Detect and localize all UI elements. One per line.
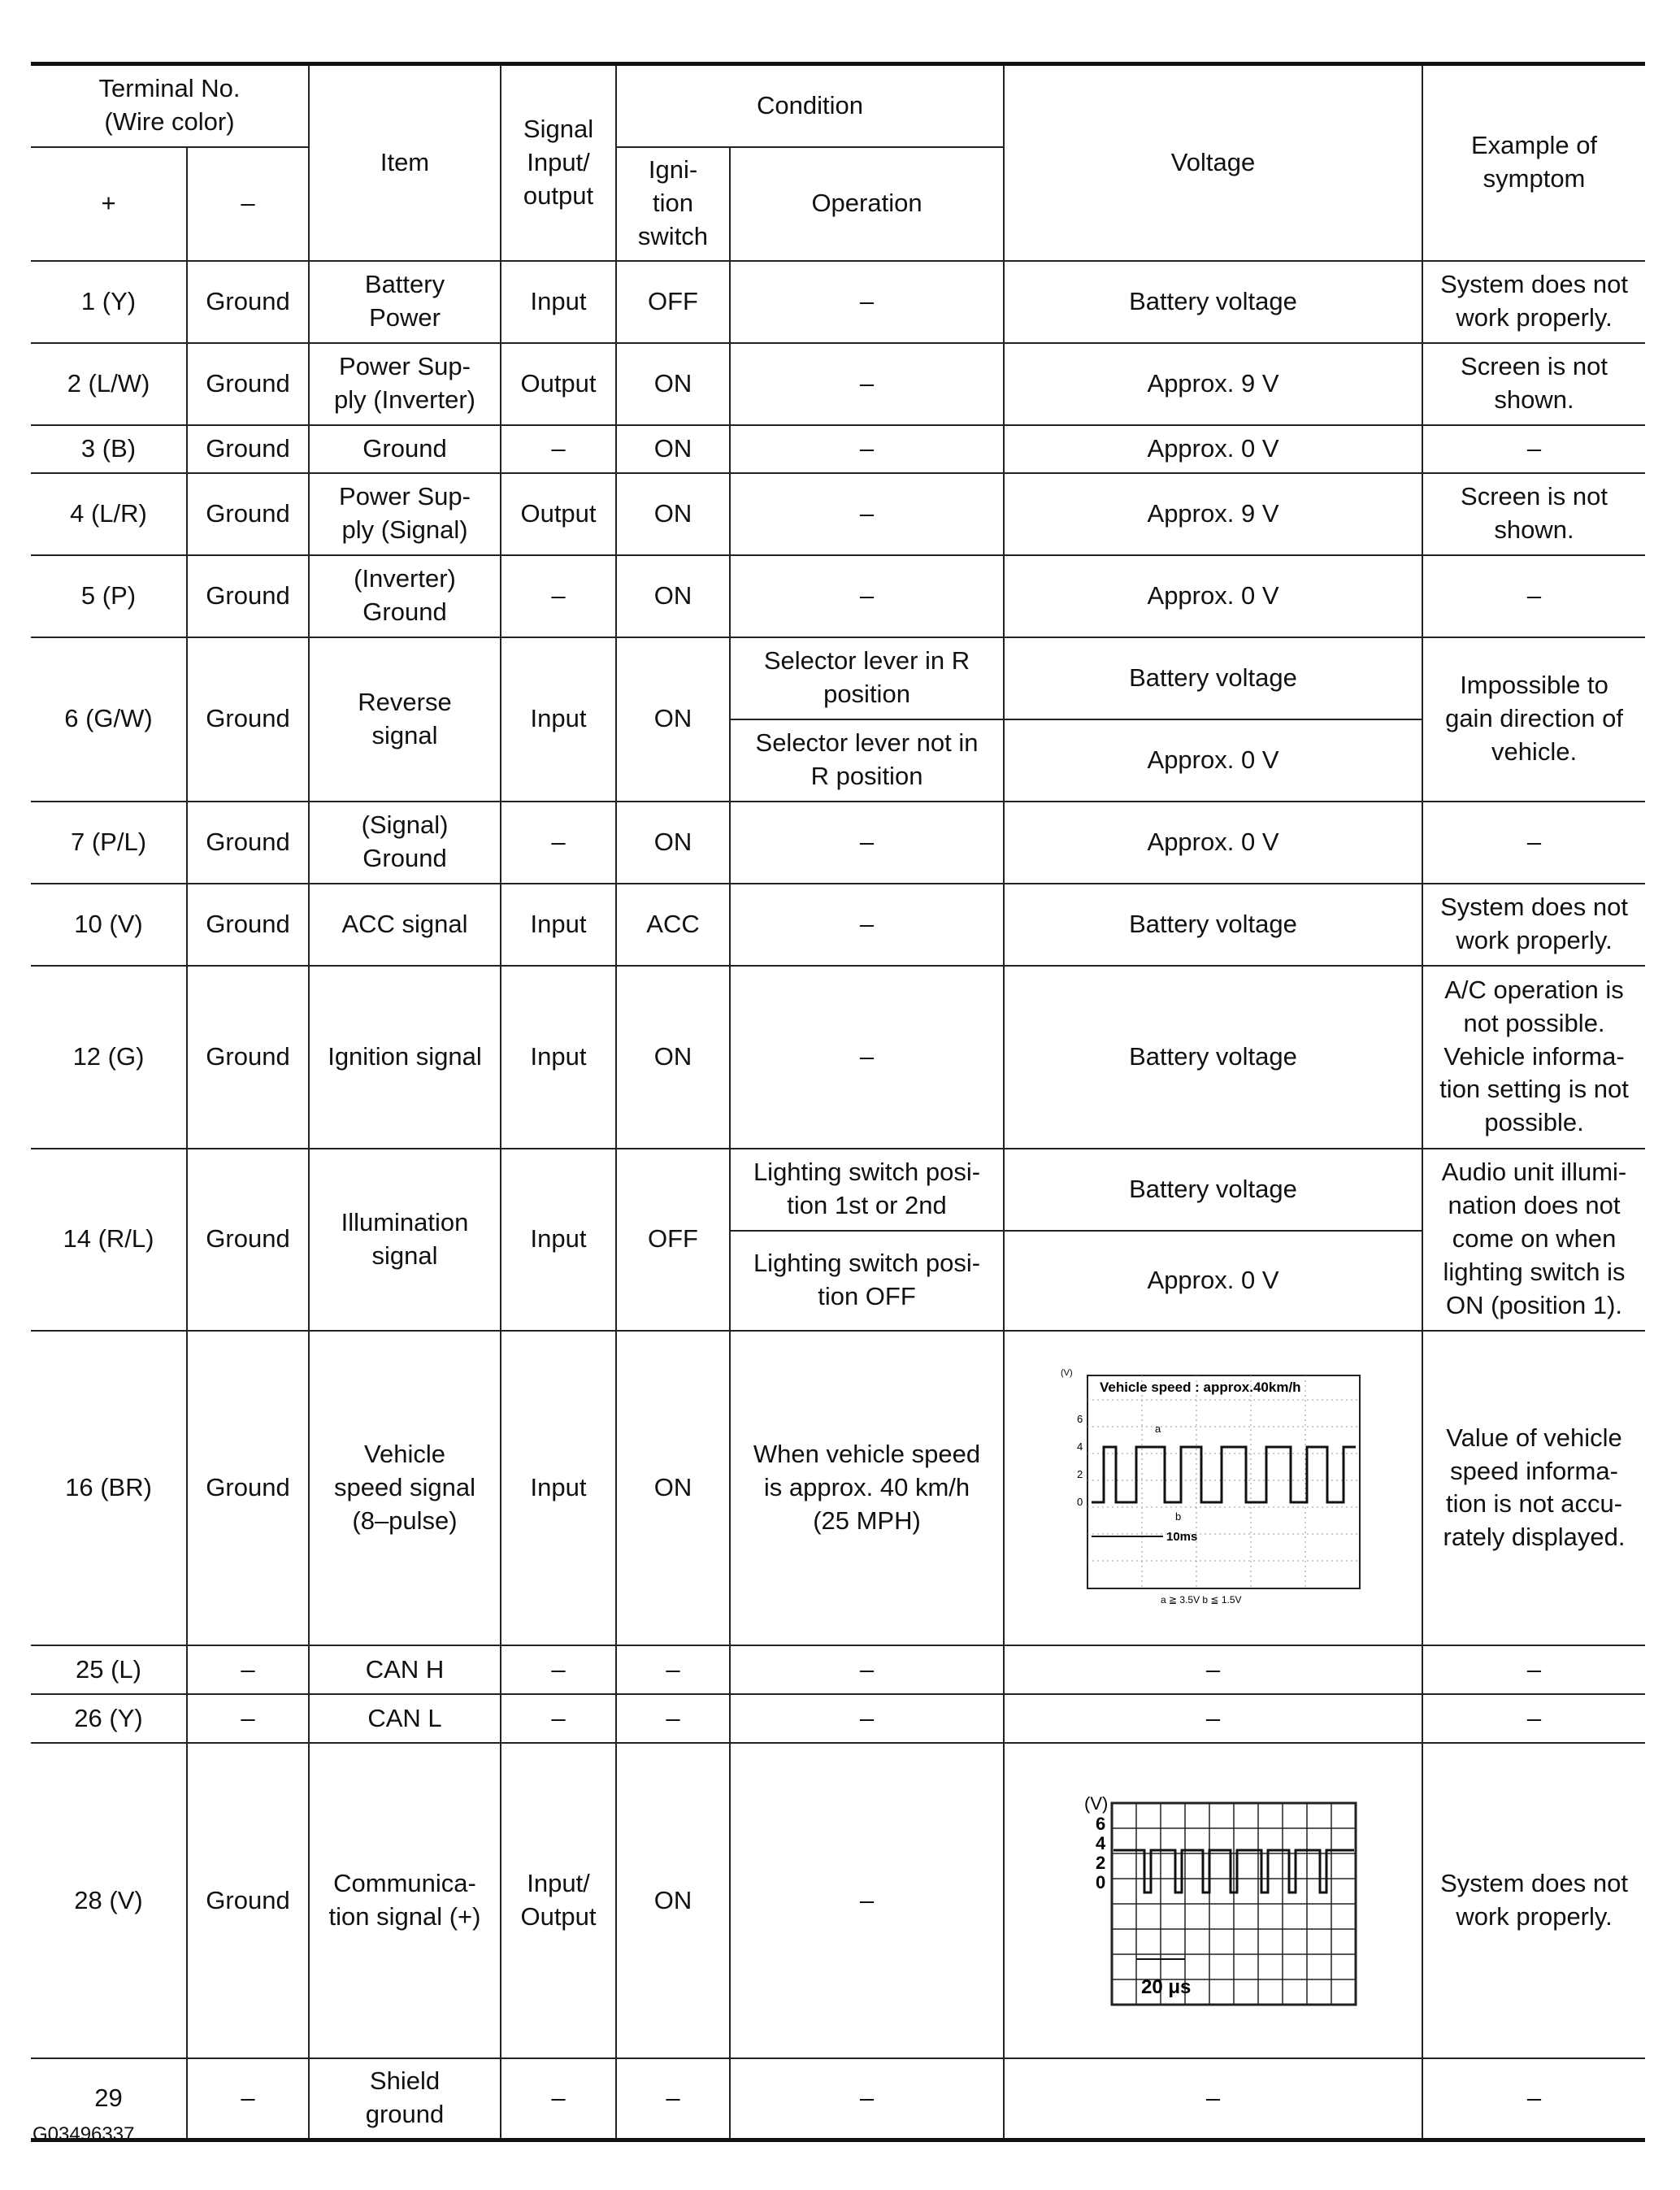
cell-symptom: – [1422, 425, 1645, 473]
cell-voltage: Battery voltage [1004, 1149, 1422, 1231]
cell-voltage: Battery voltage [1004, 884, 1422, 966]
terminal-table [31, 62, 1645, 2142]
cell-minus: Ground [187, 1331, 309, 1646]
cell-voltage: Approx. 0 V [1004, 1231, 1422, 1331]
header-minus: – [187, 147, 309, 261]
cell-io: Output [501, 343, 616, 425]
cell-minus: Ground [187, 1149, 309, 1331]
cell-minus: Ground [187, 802, 309, 884]
scope28-ytick-6: 6 [1095, 1814, 1105, 1835]
cell-operation: – [730, 966, 1004, 1149]
cell-plus: 3 (B) [31, 425, 187, 473]
cell-item: CAN L [309, 1694, 501, 1743]
scope16-title: Vehicle speed : approx.40km/h [1099, 1380, 1301, 1396]
cell-symptom: – [1422, 2058, 1645, 2140]
cell-io: – [501, 2058, 616, 2140]
scope16-footer: a ≧ 3.5V b ≦ 1.5V [1160, 1594, 1242, 1606]
cell-plus: 16 (BR) [31, 1331, 187, 1646]
cell-item: Power Sup- ply (Signal) [309, 473, 501, 555]
cell-io: Input [501, 261, 616, 343]
cell-ignition: – [616, 1645, 730, 1694]
scope16-ytick-6: 6 [1076, 1413, 1083, 1426]
cell-minus: – [187, 1694, 309, 1743]
cell-operation: – [730, 2058, 1004, 2140]
cell-symptom: Impossible to gain direction of vehicle. [1422, 637, 1645, 802]
cell-operation: – [730, 343, 1004, 425]
cell-item: (Signal) Ground [309, 802, 501, 884]
cell-symptom: Value of vehicle speed informa- tion is not accu- rately displayed. [1422, 1331, 1645, 1646]
cell-operation: – [730, 1645, 1004, 1694]
cell-voltage: Battery voltage [1004, 637, 1422, 719]
cell-io: Input [501, 966, 616, 1149]
table-row [31, 1694, 1645, 1743]
cell-ignition: OFF [616, 261, 730, 343]
cell-plus: 25 (L) [31, 1645, 187, 1694]
scope16-ytick-0: 0 [1076, 1496, 1083, 1509]
scope-frame [1087, 1375, 1360, 1588]
table-row [31, 884, 1645, 966]
cell-minus: Ground [187, 343, 309, 425]
cell-ignition: ON [616, 637, 730, 802]
cell-item: Shield ground [309, 2058, 501, 2140]
scope16-label-a: a [1154, 1423, 1161, 1436]
header-condition: Condition [616, 64, 1004, 147]
cell-ignition: ON [616, 343, 730, 425]
table-row [31, 1331, 1645, 1646]
cell-minus: Ground [187, 261, 309, 343]
cell-minus: Ground [187, 425, 309, 473]
scope16-time: 10ms [1166, 1530, 1197, 1545]
header-ignition: Igni- tion switch [616, 147, 730, 261]
cell-io: Input/ Output [501, 1743, 616, 2058]
cell-item: Ignition signal [309, 966, 501, 1149]
cell-item: Reverse signal [309, 637, 501, 802]
cell-symptom: – [1422, 1645, 1645, 1694]
vehicle-speed-waveform [1059, 1366, 1368, 1610]
header-operation: Operation [730, 147, 1004, 261]
cell-symptom: System does not work properly. [1422, 884, 1645, 966]
cell-io: – [501, 802, 616, 884]
cell-voltage: Approx. 9 V [1004, 343, 1422, 425]
cell-item: Illumination signal [309, 1149, 501, 1331]
cell-io: Output [501, 473, 616, 555]
cell-io: Input [501, 1149, 616, 1331]
table-row [31, 1743, 1645, 2058]
cell-minus: Ground [187, 555, 309, 637]
cell-operation: – [730, 555, 1004, 637]
cell-plus: 5 (P) [31, 555, 187, 637]
cell-operation: – [730, 261, 1004, 343]
cell-symptom: Screen is not shown. [1422, 343, 1645, 425]
cell-io: – [501, 555, 616, 637]
scope16-unit: (V) [1060, 1368, 1073, 1379]
scope28-ytick-4: 4 [1095, 1833, 1105, 1854]
cell-item: Communica- tion signal (+) [309, 1743, 501, 2058]
cell-voltage-waveform [1004, 1743, 1422, 2058]
cell-item: (Inverter) Ground [309, 555, 501, 637]
cell-plus: 29 [31, 2058, 187, 2140]
scope28-ytick-2: 2 [1095, 1853, 1105, 1874]
cell-operation: Selector lever not in R position [730, 719, 1004, 802]
cell-item: CAN H [309, 1645, 501, 1694]
cell-voltage: Approx. 0 V [1004, 719, 1422, 802]
cell-item: Battery Power [309, 261, 501, 343]
scope16-trace [1092, 1447, 1356, 1502]
cell-plus: 14 (R/L) [31, 1149, 187, 1331]
header-signal-io: Signal Input/ output [501, 64, 616, 261]
cell-voltage: – [1004, 1645, 1422, 1694]
cell-operation: Lighting switch posi- tion OFF [730, 1231, 1004, 1331]
cell-operation: – [730, 1694, 1004, 1743]
cell-plus: 26 (Y) [31, 1694, 187, 1743]
scope-grid [1087, 1375, 1360, 1588]
cell-minus: Ground [187, 1743, 309, 2058]
table-row [31, 343, 1645, 425]
cell-plus: 28 (V) [31, 1743, 187, 2058]
cell-ignition: ON [616, 1331, 730, 1646]
cell-item: ACC signal [309, 884, 501, 966]
table-row [31, 261, 1645, 343]
cell-ignition: OFF [616, 1149, 730, 1331]
cell-voltage: Battery voltage [1004, 261, 1422, 343]
cell-io: Input [501, 1331, 616, 1646]
cell-io: – [501, 1694, 616, 1743]
cell-voltage: Approx. 0 V [1004, 802, 1422, 884]
cell-io: Input [501, 884, 616, 966]
scope28-unit: (V) [1083, 1793, 1108, 1814]
table-row [31, 1645, 1645, 1694]
header-example: Example of symptom [1422, 64, 1645, 261]
cell-minus: Ground [187, 966, 309, 1149]
cell-ignition: ON [616, 473, 730, 555]
cell-plus: 2 (L/W) [31, 343, 187, 425]
cell-symptom: – [1422, 555, 1645, 637]
cell-item: Power Sup- ply (Inverter) [309, 343, 501, 425]
cell-ignition: ON [616, 1743, 730, 2058]
cell-minus: Ground [187, 884, 309, 966]
cell-item: Vehicle speed signal (8–pulse) [309, 1331, 501, 1646]
cell-ignition: ON [616, 802, 730, 884]
cell-ignition: – [616, 2058, 730, 2140]
cell-plus: 7 (P/L) [31, 802, 187, 884]
table-row [31, 425, 1645, 473]
document-id: G03496337 [33, 2123, 135, 2145]
cell-io: – [501, 425, 616, 473]
cell-operation: Selector lever in R position [730, 637, 1004, 719]
table-row [31, 1149, 1645, 1231]
cell-operation: – [730, 473, 1004, 555]
scope16-label-b: b [1174, 1510, 1181, 1523]
header-item: Item [309, 64, 501, 261]
cell-voltage: Approx. 0 V [1004, 425, 1422, 473]
cell-voltage-waveform [1004, 1331, 1422, 1646]
header-plus: + [31, 147, 187, 261]
cell-io: – [501, 1645, 616, 1694]
table-row [31, 802, 1645, 884]
cell-operation: – [730, 884, 1004, 966]
cell-ignition: ACC [616, 884, 730, 966]
cell-io: Input [501, 637, 616, 802]
scope16-ytick-4: 4 [1076, 1440, 1083, 1453]
cell-plus: 4 (L/R) [31, 473, 187, 555]
table-row [31, 555, 1645, 637]
cell-symptom: – [1422, 1694, 1645, 1743]
table-row [31, 637, 1645, 719]
scope28-time: 20 μs [1140, 1976, 1191, 1999]
cell-symptom: A/C operation is not possible. Vehicle informa- tion setting is not possible. [1422, 966, 1645, 1149]
cell-ignition: – [616, 1694, 730, 1743]
cell-voltage: Battery voltage [1004, 966, 1422, 1149]
cell-plus: 1 (Y) [31, 261, 187, 343]
cell-operation: – [730, 1743, 1004, 2058]
cell-symptom: System does not work properly. [1422, 1743, 1645, 2058]
cell-plus: 10 (V) [31, 884, 187, 966]
cell-operation: When vehicle speed is approx. 40 km/h (25 MPH) [730, 1331, 1004, 1646]
cell-operation: – [730, 425, 1004, 473]
cell-minus: – [187, 1645, 309, 1694]
cell-operation: Lighting switch posi- tion 1st or 2nd [730, 1149, 1004, 1231]
cell-voltage: – [1004, 2058, 1422, 2140]
cell-item: Ground [309, 425, 501, 473]
cell-ignition: ON [616, 966, 730, 1149]
cell-symptom: System does not work properly. [1422, 261, 1645, 343]
cell-voltage: Approx. 0 V [1004, 555, 1422, 637]
cell-ignition: ON [616, 425, 730, 473]
cell-minus: Ground [187, 637, 309, 802]
cell-symptom: Audio unit illumi- nation does not come on when lighting switch is ON (position 1). [1422, 1149, 1645, 1331]
communication-signal-waveform [1063, 1779, 1364, 2023]
cell-minus: – [187, 2058, 309, 2140]
scope-grid [1112, 1803, 1356, 2005]
cell-symptom: – [1422, 802, 1645, 884]
table-row [31, 966, 1645, 1149]
cell-symptom: Screen is not shown. [1422, 473, 1645, 555]
cell-plus: 6 (G/W) [31, 637, 187, 802]
table-row [31, 473, 1645, 555]
cell-voltage: Approx. 9 V [1004, 473, 1422, 555]
scope16-ytick-2: 2 [1076, 1468, 1083, 1481]
scope28-ytick-0: 0 [1095, 1872, 1105, 1893]
header-terminal-no: Terminal No. (Wire color) [31, 64, 309, 147]
cell-ignition: ON [616, 555, 730, 637]
cell-operation: – [730, 802, 1004, 884]
cell-minus: Ground [187, 473, 309, 555]
terminal-table-sheet [31, 62, 1645, 2142]
header-voltage: Voltage [1004, 64, 1422, 261]
cell-voltage: – [1004, 1694, 1422, 1743]
cell-plus: 12 (G) [31, 966, 187, 1149]
table-row [31, 2058, 1645, 2140]
